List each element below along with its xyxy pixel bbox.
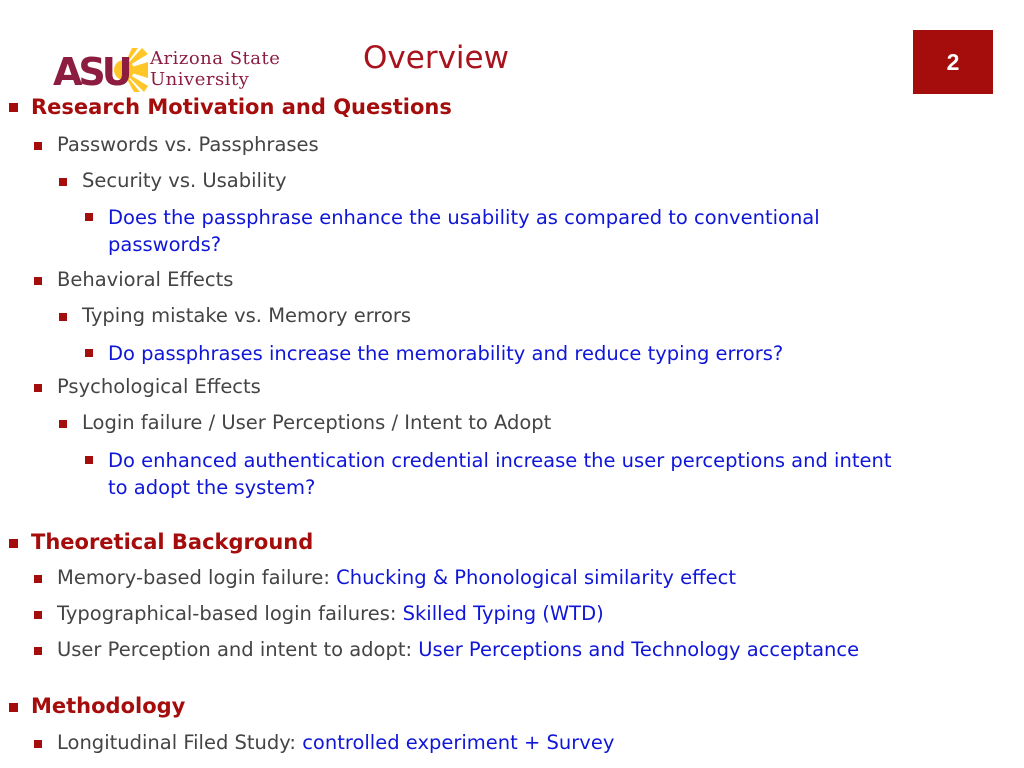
square-bullet-icon — [34, 740, 42, 748]
item-value: User Perceptions and Technology acceptance — [418, 638, 860, 661]
asu-mark-text: ASU — [53, 50, 129, 92]
question-line1: Do enhanced authentication credential increase the user perceptions and intent — [108, 449, 892, 472]
square-bullet-icon — [34, 575, 42, 583]
square-bullet-icon — [34, 277, 42, 285]
item-label: Memory-based login failure: — [57, 566, 337, 589]
page-number-badge — [913, 30, 993, 94]
asu-sunburst-logo-icon — [52, 48, 148, 92]
item-line — [57, 731, 614, 754]
slide-title: Overview — [363, 40, 509, 76]
square-bullet-icon — [34, 384, 42, 392]
square-bullet-icon — [85, 349, 93, 357]
item-value: controlled experiment + Survey — [302, 731, 615, 754]
item-line — [57, 638, 859, 661]
square-bullet-icon — [59, 178, 67, 186]
item-value: Chucking & Phonological similarity effect — [336, 566, 736, 589]
square-bullet-icon — [59, 313, 67, 321]
square-bullet-icon — [59, 420, 67, 428]
item-label: Longitudinal Filed Study: — [57, 731, 303, 754]
item-value: Skilled Typing (WTD) — [402, 602, 604, 625]
heading-text: Theoretical Background — [31, 530, 314, 554]
university-name-line2: University — [150, 69, 250, 90]
item-text: Psychological Effects — [57, 375, 261, 398]
item-text: Login failure / User Perceptions / Intent to Adopt — [82, 411, 552, 434]
university-name-line1: Arizona State — [150, 48, 281, 69]
item-line — [57, 602, 604, 625]
heading-text: Methodology — [31, 694, 186, 718]
item-line — [57, 566, 736, 589]
asu-logo — [52, 48, 317, 94]
item-text: Behavioral Effects — [57, 268, 234, 291]
item-text: Passwords vs. Passphrases — [57, 133, 319, 156]
question-line2: to adopt the system? — [108, 476, 316, 499]
item-label: User Perception and intent to adopt: — [57, 638, 419, 661]
question-line2: passwords? — [108, 233, 222, 256]
item-label: Typographical-based login failures: — [57, 602, 403, 625]
item-text: Security vs. Usability — [82, 169, 287, 192]
university-name — [150, 48, 280, 90]
question-text: Do passphrases increase the memorability and reduce typing errors? — [108, 342, 784, 365]
square-bullet-icon — [34, 647, 42, 655]
item-text: Typing mistake vs. Memory errors — [82, 304, 412, 327]
square-bullet-icon — [9, 539, 18, 548]
heading-text: Research Motivation and Questions — [31, 95, 452, 119]
square-bullet-icon — [85, 456, 93, 464]
square-bullet-icon — [34, 611, 42, 619]
square-bullet-icon — [9, 703, 18, 712]
question-line1: Does the passphrase enhance the usability as compared to conventional — [108, 206, 820, 229]
square-bullet-icon — [34, 142, 42, 150]
square-bullet-icon — [9, 103, 18, 112]
square-bullet-icon — [85, 213, 93, 221]
page-number: 2 — [946, 48, 960, 75]
